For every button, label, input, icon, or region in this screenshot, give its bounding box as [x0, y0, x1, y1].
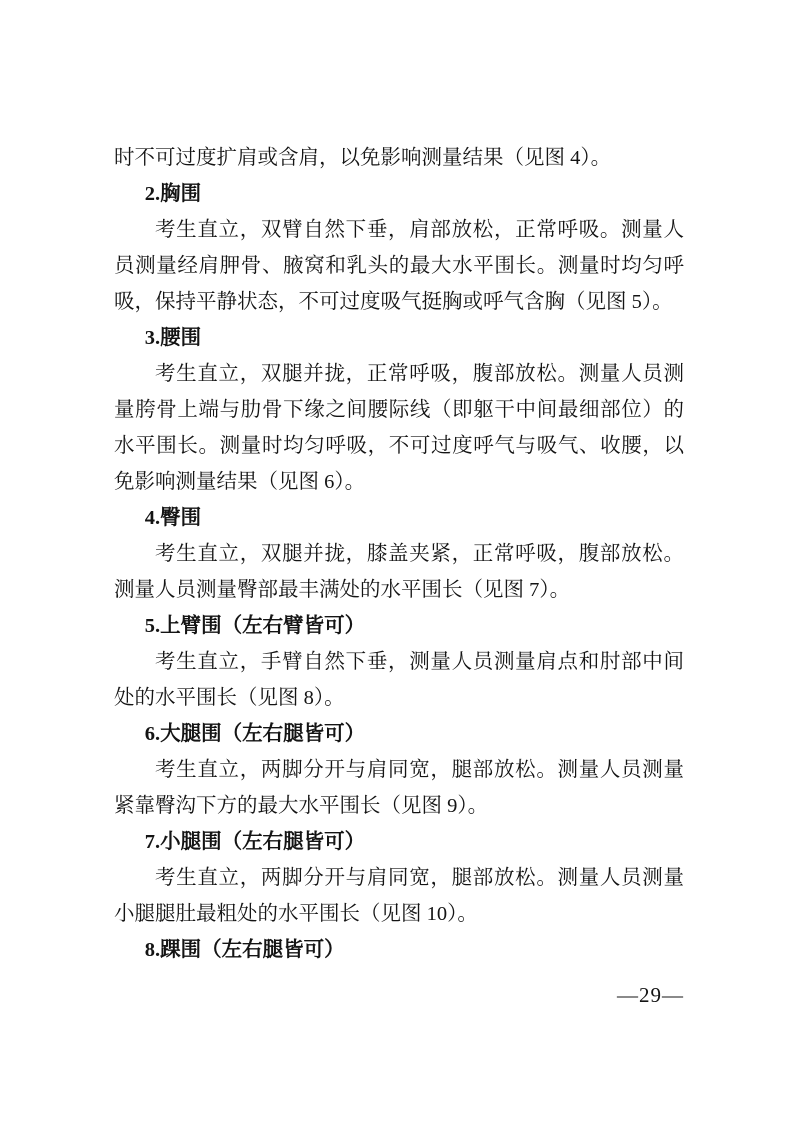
section-heading: 2.胸围: [144, 183, 202, 205]
page-number: —29—: [617, 983, 684, 1007]
section-calf-circumference: [114, 824, 684, 932]
section-heading: 5.上臂围（左右臂皆可）: [144, 615, 366, 637]
section-upper-arm-circumference: [114, 608, 684, 716]
document-body-text: [114, 140, 684, 968]
section-hip-circumference: [114, 500, 684, 608]
section-waist-circumference: [114, 320, 684, 500]
paragraph-continued-from-previous-page: 时不可过度扩肩或含肩，以免影响测量结果（见图 4）。: [114, 147, 612, 169]
section-heading: 8.踝围（左右腿皆可）: [144, 939, 345, 961]
section-body: 考生直立，两脚分开与肩同宽，腿部放松。测量人员测量小腿腿肚最粗处的水平围长（见图 10）。: [114, 867, 684, 925]
section-heading: 6.大腿围（左右腿皆可）: [144, 723, 366, 745]
section-heading: 3.腰围: [144, 327, 202, 349]
section-heading: 7.小腿围（左右腿皆可）: [144, 831, 366, 853]
section-body: 考生直立，手臂自然下垂，测量人员测量肩点和肘部中间处的水平围长（见图 8）。: [114, 651, 684, 709]
section-body: 考生直立，双腿并拢，膝盖夹紧，正常呼吸，腹部放松。测量人员测量臀部最丰满处的水平围长（见图 7）。: [114, 543, 684, 601]
section-chest-circumference: [114, 176, 684, 320]
section-thigh-circumference: [114, 716, 684, 824]
section-ankle-circumference: [114, 932, 684, 968]
section-heading: 4.臀围: [144, 507, 202, 529]
section-body: 考生直立，双腿并拢，正常呼吸，腹部放松。测量人员测量胯骨上端与肋骨下缘之间腰际线（即躯干中间最细部位）的水平围长。测量时均匀呼吸，不可过度呼气与吸气、收腰，以免影响测量结果（见图 6）。: [114, 363, 684, 493]
section-body: 考生直立，双臂自然下垂，肩部放松，正常呼吸。测量人员测量经肩胛骨、腋窝和乳头的最大水平围长。测量时均匀呼吸，保持平静状态，不可过度吸气挺胸或呼气含胸（见图 5）。: [114, 219, 684, 313]
section-body: 考生直立，两脚分开与肩同宽，腿部放松。测量人员测量紧靠臀沟下方的最大水平围长（见图 9）。: [114, 759, 684, 817]
